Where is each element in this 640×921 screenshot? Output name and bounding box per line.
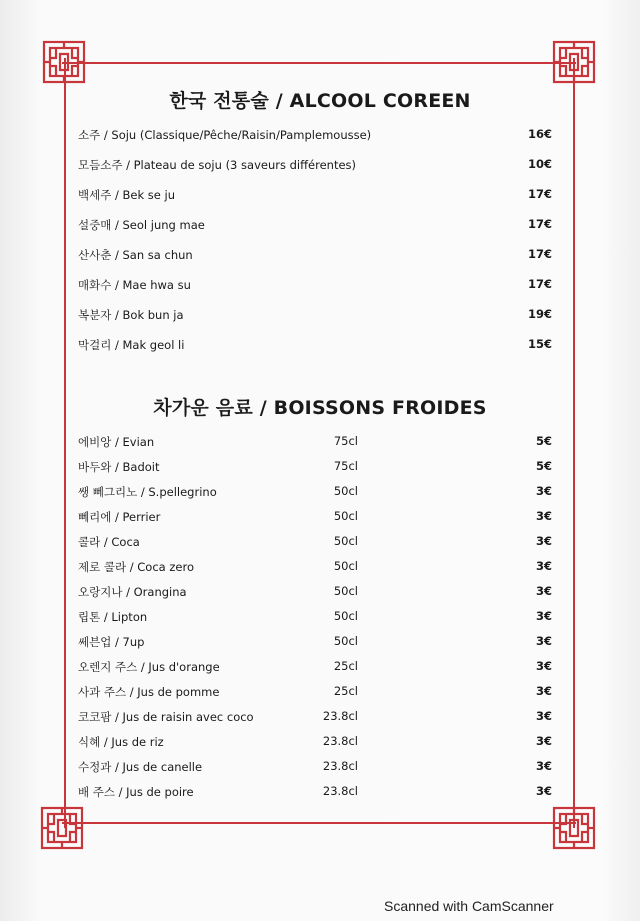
menu-item: [78, 307, 552, 327]
chinese-knot-ornament-icon: [42, 40, 86, 84]
menu-item-volume: 25cl: [333, 659, 358, 673]
menu-item-price: 15€: [527, 337, 552, 351]
frame-top-line: [62, 62, 576, 64]
menu-item-price: 5€: [535, 459, 552, 473]
menu-item-name: 바두와 / Badoit: [78, 460, 160, 474]
menu-item-price: 10€: [527, 157, 552, 171]
menu-item-price: 17€: [527, 217, 552, 231]
menu-item-volume: 75cl: [333, 434, 358, 448]
menu-item-name: 백세주 / Bek se ju: [78, 188, 175, 202]
menu-item: [78, 759, 552, 779]
menu-item: [78, 559, 552, 579]
frame-bottom-line: [62, 822, 576, 824]
chinese-knot-ornament-icon: [552, 806, 596, 850]
menu-item-volume: 23.8cl: [322, 759, 358, 773]
menu-item-price: 3€: [535, 609, 552, 623]
menu-item-name: 복분자 / Bok bun ja: [78, 308, 184, 322]
menu-item-name: 제로 콜라 / Coca zero: [78, 560, 194, 574]
menu-item-price: 3€: [535, 759, 552, 773]
menu-item-price: 17€: [527, 187, 552, 201]
menu-item-volume: 50cl: [333, 534, 358, 548]
menu-item-name: 쎄븐업 / 7up: [78, 635, 145, 649]
menu-item: [78, 217, 552, 237]
menu-item-price: 17€: [527, 247, 552, 261]
menu-item-price: 19€: [527, 307, 552, 321]
corner-ornament-top-right: [552, 40, 596, 84]
menu-item: [78, 187, 552, 207]
chinese-knot-ornament-icon: [40, 806, 84, 850]
menu-item-price: 3€: [535, 784, 552, 798]
frame-left-line: [64, 58, 66, 828]
corner-ornament-bottom-right: [552, 806, 596, 850]
corner-ornament-top-left: [42, 40, 86, 84]
menu-item-name: 식혜 / Jus de riz: [78, 735, 164, 749]
section-title-korean-alcohol: 한국 전통술 / ALCOOL COREEN: [169, 90, 471, 112]
menu-item-price: 5€: [535, 434, 552, 448]
menu-item-price: 17€: [527, 277, 552, 291]
menu-item-volume: 50cl: [333, 509, 358, 523]
menu-item: [78, 157, 552, 177]
menu-item-price: 3€: [535, 584, 552, 598]
menu-item-name: 콜라 / Coca: [78, 535, 140, 549]
menu-item-price: 3€: [535, 709, 552, 723]
menu-item-name: 에비앙 / Evian: [78, 435, 155, 449]
menu-item-volume: 23.8cl: [322, 709, 358, 723]
menu-item: [78, 734, 552, 754]
corner-ornament-bottom-left: [40, 806, 84, 850]
menu-item-name: 소주 / Soju (Classique/Pêche/Raisin/Pamplemousse): [78, 128, 372, 142]
menu-item-name: 설중매 / Seol jung mae: [78, 218, 205, 232]
menu-item: [78, 337, 552, 357]
menu-item-name: 매화수 / Mae hwa su: [78, 278, 191, 292]
menu-item: [78, 609, 552, 629]
menu-item-name: 산사춘 / San sa chun: [78, 248, 193, 262]
menu-item: [78, 127, 552, 147]
menu-item: [78, 684, 552, 704]
menu-item-name: 모듬소주 / Plateau de soju (3 saveurs différentes): [78, 158, 357, 172]
menu-item-volume: 50cl: [333, 609, 358, 623]
frame-right-line: [573, 58, 575, 828]
menu-item-name: 배 주스 / Jus de poire: [78, 785, 194, 799]
menu-item: [78, 434, 552, 454]
menu-item: [78, 247, 552, 267]
menu-item-name: 쌩 뻬그리노 / S.pellegrino: [78, 485, 217, 499]
menu-item-name: 뻬리에 / Perrier: [78, 510, 161, 524]
menu-item-volume: 75cl: [333, 459, 358, 473]
menu-item: [78, 584, 552, 604]
menu-item: [78, 709, 552, 729]
menu-item: [78, 784, 552, 804]
menu-item-volume: 50cl: [333, 484, 358, 498]
menu-item-price: 16€: [527, 127, 552, 141]
menu-item: [78, 659, 552, 679]
menu-item-price: 3€: [535, 684, 552, 698]
menu-item: [78, 459, 552, 479]
menu-item: [78, 509, 552, 529]
menu-item-name: 오렌지 주스 / Jus d'orange: [78, 660, 220, 674]
menu-item-price: 3€: [535, 509, 552, 523]
menu-item-price: 3€: [535, 659, 552, 673]
menu-item-volume: 25cl: [333, 684, 358, 698]
menu-item-price: 3€: [535, 484, 552, 498]
menu-item-price: 3€: [535, 634, 552, 648]
menu-item: [78, 277, 552, 297]
menu-item: [78, 634, 552, 654]
menu-item-volume: 23.8cl: [322, 784, 358, 798]
menu-item-volume: 23.8cl: [322, 734, 358, 748]
menu-item-name: 코코팜 / Jus de raisin avec coco: [78, 710, 254, 724]
menu-item-name: 립톤 / Lipton: [78, 610, 148, 624]
scanner-watermark: Scanned with CamScanner: [384, 898, 554, 914]
menu-item: [78, 534, 552, 554]
menu-item-price: 3€: [535, 734, 552, 748]
menu-item-name: 막걸리 / Mak geol li: [78, 338, 185, 352]
menu-item-name: 오랑지나 / Orangina: [78, 585, 187, 599]
section-title-cold-drinks: 차가운 음료 / BOISSONS FROIDES: [153, 397, 487, 419]
chinese-knot-ornament-icon: [552, 40, 596, 84]
menu-item-name: 사과 주스 / Jus de pomme: [78, 685, 220, 699]
menu-item-name: 수정과 / Jus de canelle: [78, 760, 203, 774]
menu-item-price: 3€: [535, 559, 552, 573]
menu-item-price: 3€: [535, 534, 552, 548]
menu-item: [78, 484, 552, 504]
menu-item-volume: 50cl: [333, 559, 358, 573]
menu-item-volume: 50cl: [333, 584, 358, 598]
menu-item-volume: 50cl: [333, 634, 358, 648]
